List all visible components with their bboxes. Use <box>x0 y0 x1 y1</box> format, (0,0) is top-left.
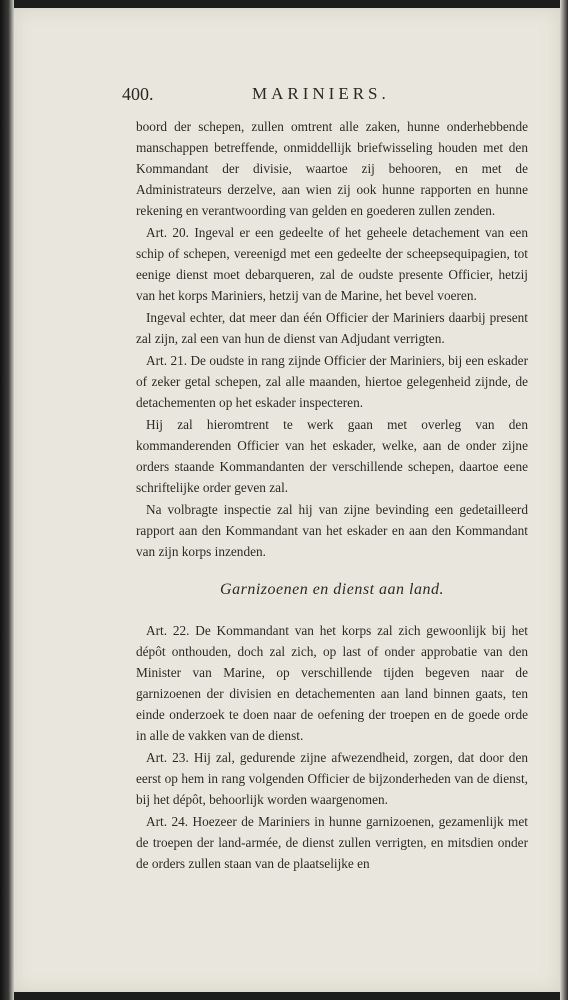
page-number: 400. <box>122 84 154 104</box>
paragraph: boord der schepen, zullen omtrent alle zaken, hunne onderhebbende manschappen betreffende, onmiddellijk briefwisseling houden met den Kommandant der divisie, waartoe zij behooren, en met de Administrateurs derzelve, aan wien zij ook hunne rapporten en hunne rekening en verantwoording van gelden en goederen zullen zenden. <box>136 119 528 218</box>
paragraph-art-22: Art. 22. De Kommandant van het korps zal zich gewoonlijk bij het dépôt onthouden, doch zal zich, op last of onder approbatie van den Minister van Marine, op verschillende tijden begeven naar de garnizoenen der divisien en detachementen aan land binnen gaats, ten einde onderzoek te doen naar de oefening der troepen en de goede orde in alle de vakken van de dienst. <box>136 623 528 743</box>
page-edge <box>560 0 568 1000</box>
running-title: MARINIERS. <box>252 84 390 103</box>
paragraph-art-23: Art. 23. Hij zal, gedurende zijne afwezendheid, zorgen, dat door den eerst op hem in rang volgenden Officier de bijzonderheden van de dienst, bij het dépôt, behoorlijk worden waargenomen. <box>136 750 528 807</box>
book-gutter <box>0 0 14 1000</box>
paragraph-art-21: Art. 21. De oudste in rang zijnde Officier der Mariniers, bij een eskader of zeker getal schepen, zal alle maanden, hiertoe gelegenheid zijnde, de detachementen op het eskader inspecteren. <box>136 353 528 410</box>
paragraph: Hij zal hieromtrent te werk gaan met overleg van den kommanderenden Officier van het eskader, welke, aan de onder zijne orders staande Kommandanten der verschillende schepen, daartoe eene schriftelijke order geven zal. <box>136 417 528 495</box>
paragraph: Ingeval echter, dat meer dan één Officier der Mariniers daarbij present zal zijn, zal een van hun de dienst van Adjudant verrigten. <box>136 310 528 346</box>
paragraph-art-24: Art. 24. Hoezeer de Mariniers in hunne garnizoenen, gezamenlijk met de troepen der land-armée, de dienst zullen verrigten, en mitsdien onder de orders zullen staan van de plaatselijke en <box>136 814 528 871</box>
paragraph-art-20: Art. 20. Ingeval er een gedeelte of het geheele detachement van een schip of schepen, vereenigd met een gedeelte der scheepsequipagien, tot eenige dienst moet debarqueren, zal de oudste presente Officier, hetzij van het korps Mariniers, hetzij van de Marine, het bevel voeren. <box>136 225 528 303</box>
page-body <box>136 116 528 875</box>
page-header <box>122 84 422 108</box>
section-heading: Garnizoenen en dienst aan land. <box>220 581 444 598</box>
paragraph: Na volbragte inspectie zal hij van zijne bevinding een gedetailleerd rapport aan den Kommandant van het eskader en aan den Kommandant van zijn korps inzenden. <box>136 502 528 559</box>
